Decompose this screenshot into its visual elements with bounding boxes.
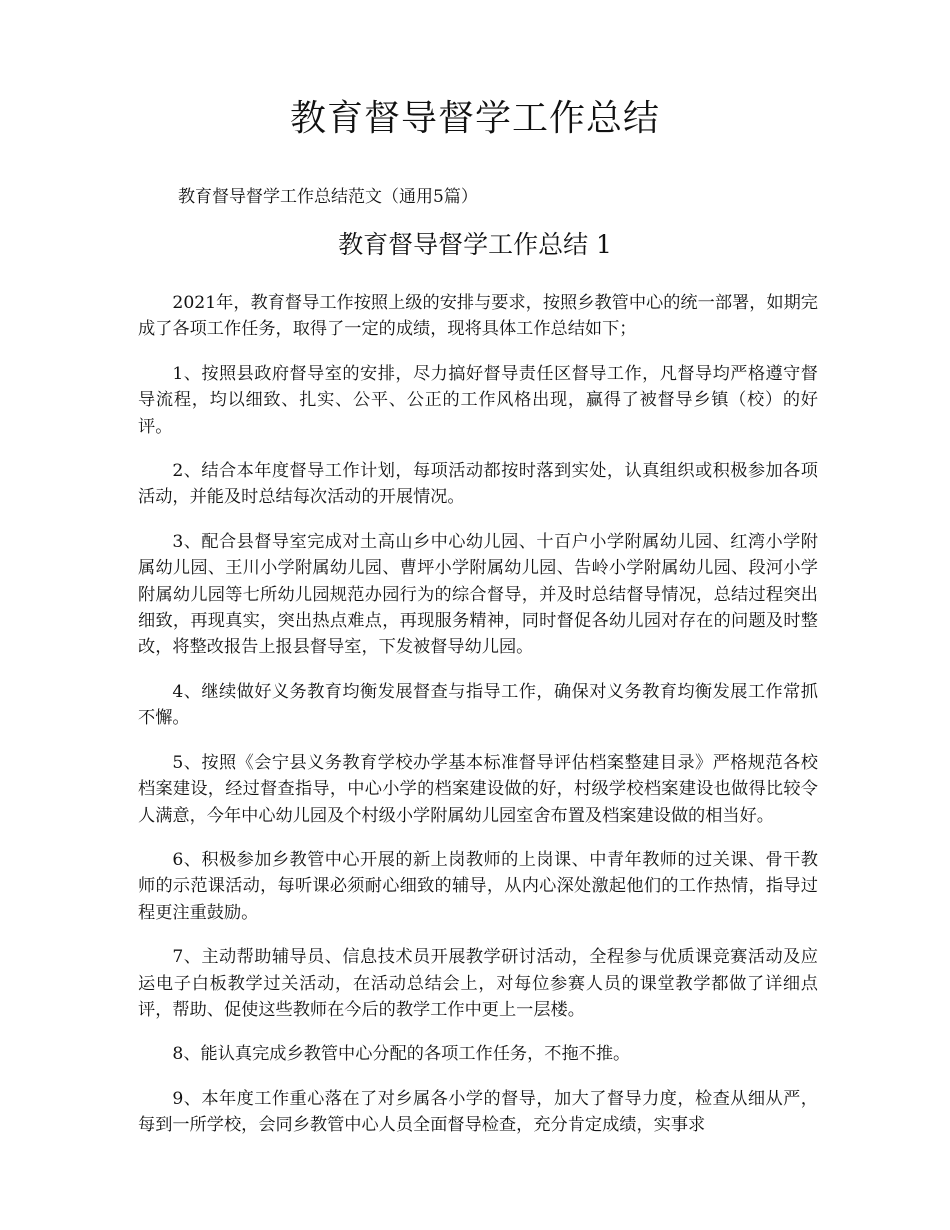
- document-body: [138, 290, 818, 1157]
- paragraph-4: 4、继续做好义务教育均衡发展督查与指导工作，确保对义务教育均衡发展工作常抓不懈。: [138, 681, 818, 729]
- paragraph-intro: 2021年，教育督导工作按照上级的安排与要求，按照乡教管中心的统一部署，如期完成了各项工作任务，取得了一定的成绩，现将具体工作总结如下；: [138, 293, 818, 340]
- paragraph-7: 7、主动帮助辅导员、信息技术员开展教学研讨活动，全程参与优质课竞赛活动及应运电子白板教学过关活动，在活动总结会上，对每位参赛人员的课堂教学都做了详细点评，帮助、促使这些教师在今后的教学工作中更上一层楼。: [138, 947, 818, 1020]
- paragraph-2: 2、结合本年度督导工作计划，每项活动都按时落到实处，认真组织或积极参加各项活动，并能及时总结每次活动的开展情况。: [138, 461, 818, 508]
- document-subtitle: 教育督导督学工作总结范文（通用5篇）: [178, 187, 478, 207]
- paragraph-8: 8、能认真完成乡教管中心分配的各项工作任务，不拖不推。: [172, 1044, 631, 1065]
- document-title: 教育督导督学工作总结: [289, 98, 660, 139]
- paragraph-9: 9、本年度工作重心落在了对乡属各小学的督导，加大了督导力度，检查从细从严，每到一所学校，会同乡教管中心人员全面督导检查，充分肯定成绩，实事求: [138, 1088, 818, 1136]
- paragraph-6: 6、积极参加乡教管中心开展的新上岗教师的上岗课、中青年教师的过关课、骨干教师的示范课活动，每听课必须耐心细致的辅导，从内心深处激起他们的工作热情，指导过程更注重鼓励。: [138, 849, 818, 923]
- paragraph-1: 1、按照县政府督导室的安排，尽力搞好督导责任区督导工作，凡督导均严格遵守督导流程，均以细致、扎实、公平、公正的工作风格出现，赢得了被督导乡镇（校）的好评。: [138, 363, 818, 437]
- paragraph-3: 3、配合县督导室完成对土高山乡中心幼儿园、十百户小学附属幼儿园、红湾小学附属幼儿园、王川小学附属幼儿园、曹坪小学附属幼儿园、告岭小学附属幼儿园、段河小学附属幼儿园等七所幼儿园规范办园行为的综合督导，并及时总结督导情况，总结过程突出细致，再现真实，突出热点难点，再现服务精神，同时督促各幼儿园对存在的问题及时整改，将整改报告上报县督导室，下发被督导幼儿园。: [138, 531, 818, 658]
- paragraph-5: 5、按照《会宁县义务教育学校办学基本标准督导评估档案整建目录》严格规范各校档案建设，经过督查指导，中心小学的档案建设做的好，村级学校档案建设也做得比较令人满意，今年中心幼儿园及个村级小学附属幼儿园室舍布置及档案建设做的相当好。: [138, 752, 818, 826]
- section-title: 教育督导督学工作总结 1: [338, 230, 612, 259]
